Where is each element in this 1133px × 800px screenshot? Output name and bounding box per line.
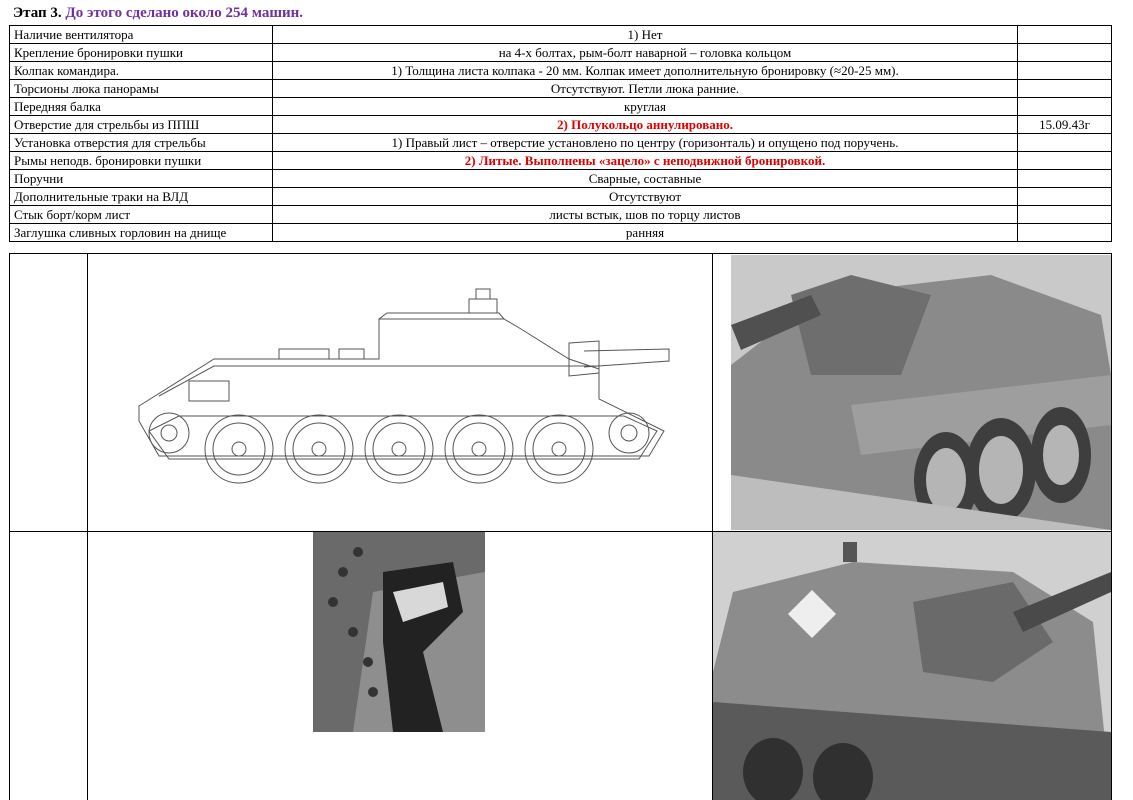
table-row (10, 206, 1112, 224)
table-row (10, 152, 1112, 170)
value-cell: 2) Литые. Выполнены «зацело» с неподвижной бронировкой. (273, 152, 1018, 170)
table-row (10, 26, 1112, 44)
stage-heading (13, 5, 303, 22)
value-cell: листы встык, шов по торцу листов (273, 206, 1018, 224)
feature-cell: Установка отверстия для стрельбы (10, 134, 273, 152)
tank-side-drawing (129, 281, 689, 521)
date-cell (1018, 80, 1112, 98)
feature-cell: Передняя балка (10, 98, 273, 116)
value-cell: 1) Нет (273, 26, 1018, 44)
table-row (10, 98, 1112, 116)
date-cell (1018, 26, 1112, 44)
feature-cell: Дополнительные траки на ВЛД (10, 188, 273, 206)
photo-grid (9, 253, 1112, 800)
table-row (10, 134, 1112, 152)
date-cell: 15.09.43г (1018, 116, 1112, 134)
value-cell: Отсутствуют. Петли люка ранние. (273, 80, 1018, 98)
date-cell (1018, 224, 1112, 242)
tank-marked-photo (713, 532, 1111, 800)
feature-cell: Наличие вентилятора (10, 26, 273, 44)
table-row (10, 44, 1112, 62)
value-cell: 1) Правый лист – отверстие установлено по центру (горизонталь) и опущено под поручень. (273, 134, 1018, 152)
table-row (10, 62, 1112, 80)
stage-note: До этого сделано около 254 машин. (65, 5, 304, 21)
feature-cell: Колпак командира. (10, 62, 273, 80)
table-row (10, 224, 1112, 242)
feature-cell: Отверстие для стрельбы из ППШ (10, 116, 273, 134)
table-row (10, 170, 1112, 188)
date-cell (1018, 62, 1112, 80)
value-cell: Отсутствуют (273, 188, 1018, 206)
table-row (10, 188, 1112, 206)
tank-front-photo (731, 255, 1111, 530)
feature-cell: Заглушка сливных горловин на днище (10, 224, 273, 242)
feature-cell: Крепление бронировки пушки (10, 44, 273, 62)
value-cell: 1) Толщина листа колпака - 20 мм. Колпак имеет дополнительную бронировку (≈20-25 мм). (273, 62, 1018, 80)
value-cell: ранняя (273, 224, 1018, 242)
table-row (10, 80, 1112, 98)
spec-table (9, 25, 1112, 242)
date-cell (1018, 170, 1112, 188)
table-row (10, 116, 1112, 134)
feature-cell: Стык борт/корм лист (10, 206, 273, 224)
date-cell (1018, 206, 1112, 224)
date-cell (1018, 98, 1112, 116)
value-cell: круглая (273, 98, 1018, 116)
feature-cell: Торсионы люка панорамы (10, 80, 273, 98)
date-cell (1018, 44, 1112, 62)
value-cell: на 4-х болтах, рым-болт наварной – головка кольцом (273, 44, 1018, 62)
feature-cell: Поручни (10, 170, 273, 188)
value-cell: Сварные, составные (273, 170, 1018, 188)
date-cell (1018, 152, 1112, 170)
gun-mount-closeup-photo (313, 532, 485, 732)
feature-cell: Рымы неподв. бронировки пушки (10, 152, 273, 170)
date-cell (1018, 134, 1112, 152)
date-cell (1018, 188, 1112, 206)
value-cell: 2) Полукольцо аннулировано. (273, 116, 1018, 134)
stage-label: Этап 3. (13, 5, 62, 21)
